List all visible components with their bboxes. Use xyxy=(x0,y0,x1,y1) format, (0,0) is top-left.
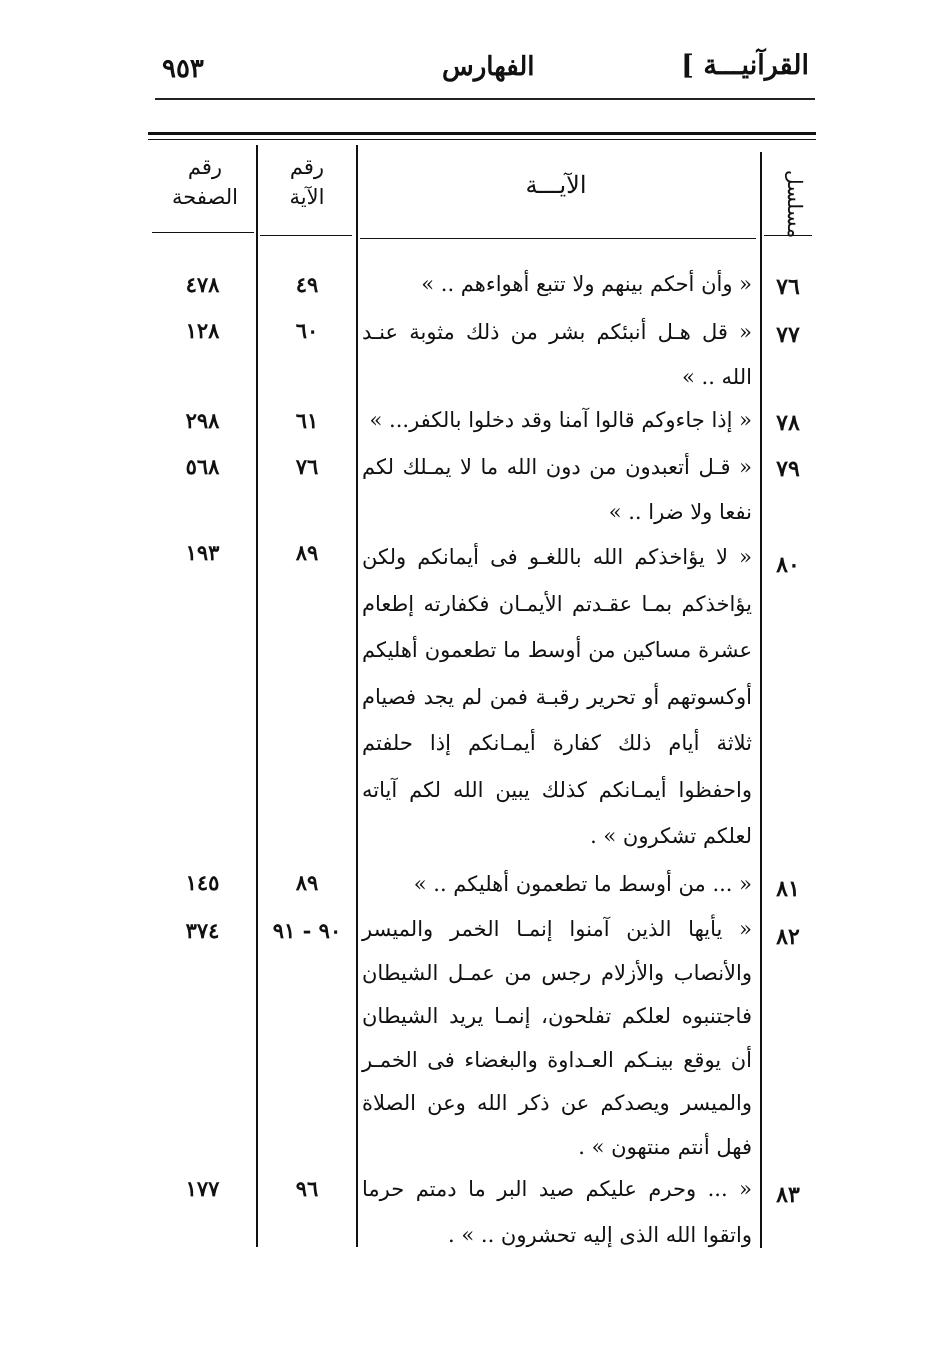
row-verse: « إذا جاءوكم قالوا آمنا وقد دخلوا بالكفر... » xyxy=(369,408,752,432)
row-serial: ٨٠ xyxy=(776,552,800,578)
row-page-number: ٤٧٨ xyxy=(185,272,220,297)
page-title: الفهارس xyxy=(442,52,535,82)
row-aya-number: ٧٦ xyxy=(295,454,319,479)
column-divider-aya xyxy=(256,145,258,1247)
row-aya-number: ٩٦ xyxy=(295,1176,319,1201)
header-underline xyxy=(360,238,756,239)
row-serial: ٧٦ xyxy=(776,274,800,300)
row-serial: ٨٢ xyxy=(776,924,800,950)
column-header-aya-number: رقم الآية xyxy=(289,155,325,209)
row-page-number: ٥٦٨ xyxy=(185,454,220,479)
table-top-rule xyxy=(148,132,816,135)
row-serial: ٧٧ xyxy=(776,322,800,348)
page-number: ٩٥٣ xyxy=(162,54,204,84)
column-header-page-number: رقم الصفحة xyxy=(172,155,238,209)
row-page-number: ١٢٨ xyxy=(185,318,220,343)
column-header-verse: الآيـــة xyxy=(525,171,587,199)
row-aya-number: ٦٠ xyxy=(295,318,319,343)
row-aya-number: ٨٩ xyxy=(295,870,319,895)
row-page-number: ٣٧٤ xyxy=(185,918,220,943)
column-divider-verse xyxy=(356,145,358,1247)
row-verse: « قل هـل أنبئكم بشر من ذلك مثوبة عنـد الله .. » xyxy=(362,320,752,389)
row-page-number: ٢٩٨ xyxy=(185,408,220,433)
row-serial: ٨١ xyxy=(776,876,800,902)
row-aya-number: ٤٩ xyxy=(295,272,319,297)
row-page-number: ١٤٥ xyxy=(185,870,220,895)
row-verse: « ... وحرم عليكم صيد البر ما دمتم حرما واتقوا الله الذى إليه تحشرون .. » . xyxy=(362,1177,752,1247)
table-top-rule-thin xyxy=(148,139,816,140)
row-serial: ٨٣ xyxy=(776,1182,800,1208)
header-rule xyxy=(155,98,815,100)
book-section-title: القرآنيـــة ] xyxy=(681,50,809,81)
row-serial: ٧٨ xyxy=(776,410,800,436)
header-underline xyxy=(260,235,352,236)
page-header xyxy=(150,48,815,88)
row-verse: « لا يؤاخذكم الله باللغـو فى أيمانكم ولكن يؤاخذكم بمـا عقـدتم الأيمـان فكفارته إطعام عشرة مساكين من أوسط ما تطعمون أهليكم أوكسوتهم أو تحرير رقبـة فمن لم يجد فصيام ثلاثة أيام ذلك كفارة أيمـانكم إذا حلفتم واحفظوا أيمـانكم كذلك يبين الله لكم آياته لعلكم تشكرون » . xyxy=(362,545,752,848)
row-page-number: ١٩٣ xyxy=(185,540,220,565)
row-verse: « ... من أوسط ما تطعمون أهليكم .. » xyxy=(413,872,752,896)
row-aya-number: ٦١ xyxy=(295,408,319,433)
row-aya-number: ٨٩ xyxy=(295,540,319,565)
row-serial: ٧٩ xyxy=(776,456,800,482)
row-page-number: ١٧٧ xyxy=(185,1176,220,1201)
header-underline xyxy=(152,232,254,233)
column-divider-serial xyxy=(760,152,762,1248)
row-verse: « قـل أتعبدون من دون الله ما لا يمـلك لكم نفعا ولا ضرا .. » xyxy=(362,455,752,524)
row-verse: « وأن أحكم بينهم ولا تتبع أهواءهم .. » xyxy=(421,272,752,296)
column-header-serial: مسلسل xyxy=(783,170,807,239)
row-aya-number: ٩٠ - ٩١ xyxy=(272,918,342,943)
row-verse: « يأيها الذين آمنوا إنمـا الخمر والميسر والأنصاب والأزلام رجس من عمـل الشيطان فاجتنبوه لعلكم تفلحون، إنمـا يريد الشيطان أن يوقع بينـكم العـداوة والبغضاء فى الخمـر والميسر ويصدكم عن ذكر الله وعن الصلاة فهل أنتم منتهون » . xyxy=(362,917,752,1159)
